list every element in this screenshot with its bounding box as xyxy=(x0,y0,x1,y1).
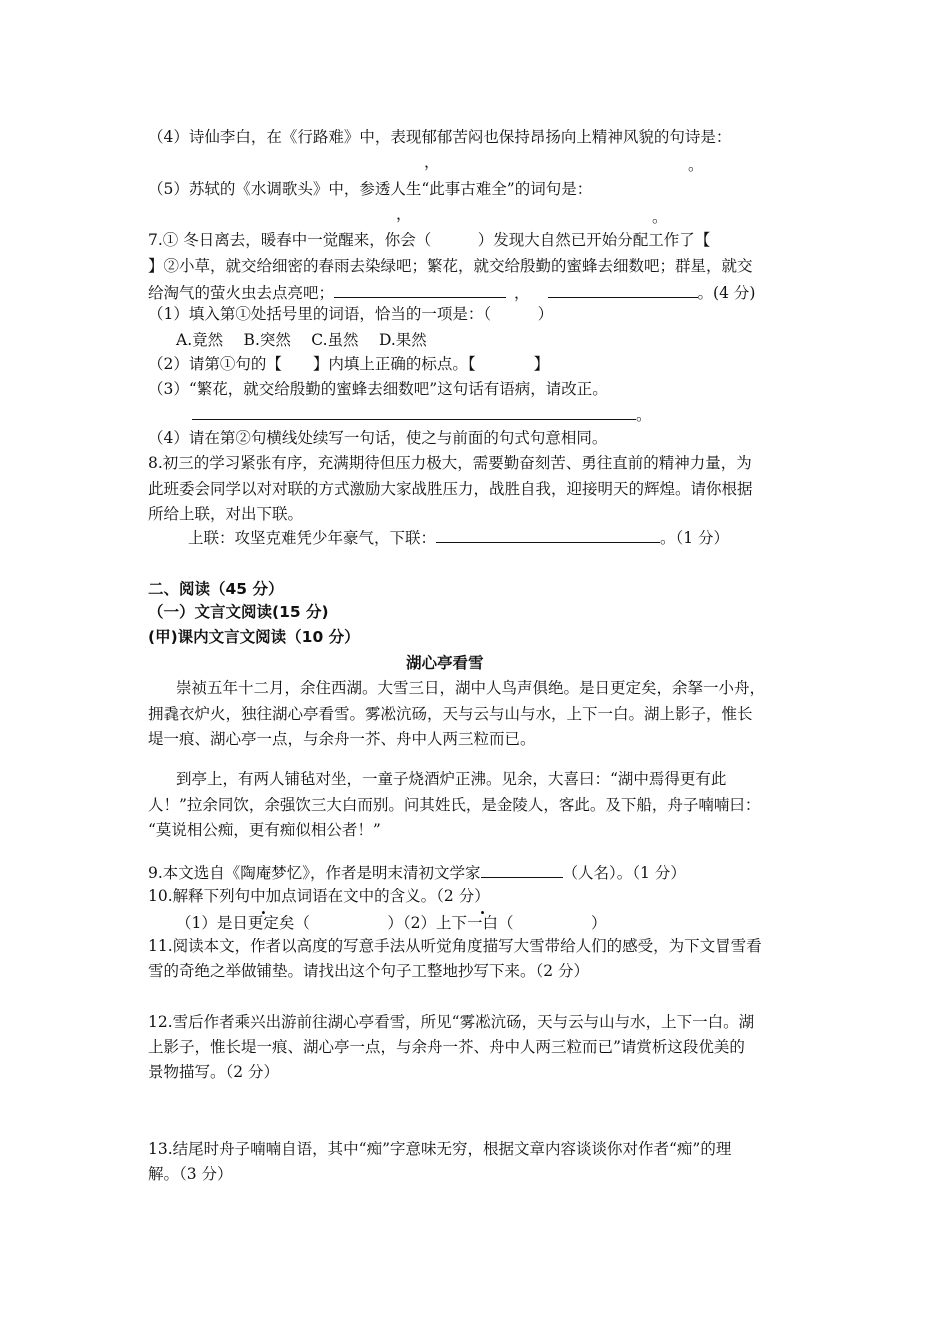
q7-sub3: （3）“繁花，就交给殷勤的蜜蜂去细数吧”这句话有语病，请改正。 xyxy=(148,380,608,398)
q6-item5-comma: ， xyxy=(396,205,412,223)
q9-blank[interactable] xyxy=(481,861,563,878)
q12-line1: 12.雪后作者乘兴出游前往湖心亭看雪，所见“雾凇沆砀，天与云与山与水，上下一白。湖 xyxy=(148,1013,755,1031)
passage-p2-line1: 到亭上，有两人铺毡对坐，一童子烧酒炉正沸。见余，大喜曰：“湖中焉得更有此 xyxy=(176,770,727,788)
q10-item1-rest: 矣（ ）（2）上下 xyxy=(278,914,468,932)
q12-line3: 景物描写。（2 分） xyxy=(148,1063,280,1081)
q11-line1: 11.阅读本文，作者以高度的写意手法从听觉角度描写大雪带给人们的感受，为下文冒雪看 xyxy=(148,937,762,955)
section2-subheading-2: (甲)课内文言文阅读（10 分） xyxy=(148,628,360,646)
q8-couplet xyxy=(188,526,729,549)
q12-line2: 上影子，惟长堤一痕、湖心亭一点，与余舟一芥、舟中人两三粒而已”请赏析这段优美的 xyxy=(148,1038,745,1056)
q9-text: 9.本文选自《陶庵梦忆》，作者是明末清初文学家 xyxy=(148,864,481,882)
q10-item2-rest: （ ） xyxy=(498,914,607,932)
q7-blank-2[interactable] xyxy=(548,281,698,298)
q8-score: 。（1 分） xyxy=(660,529,730,547)
q7-sub3-period: 。 xyxy=(636,406,652,424)
q10-item1-start: （1）是日 xyxy=(176,914,248,932)
q8-couplet-blank[interactable] xyxy=(436,526,660,543)
q7-blank-1[interactable] xyxy=(334,281,506,298)
q7-line3-end: 。(4 分) xyxy=(697,284,756,302)
q7-line3 xyxy=(148,281,755,304)
passage-p1-line3: 堤一痕、湖心亭一点，与余舟一芥、舟中人两三粒而已。 xyxy=(148,730,536,748)
q10-line1: 10.解释下列句中加点词语在文中的含义。（2 分） xyxy=(148,887,490,905)
q7-sub4: （4）请在第②句横线处续写一句话，使之与前面的句式句意相同。 xyxy=(148,429,608,447)
q6-item5-period: 。 xyxy=(652,208,668,226)
q7-line3-start: 给淘气的萤火虫去点亮吧； xyxy=(148,284,335,302)
q13-line2: 解。（3 分） xyxy=(148,1165,233,1183)
q8-line2: 此班委会同学以对对联的方式激励大家战胜压力，战胜自我，迎接明天的辉煌。请你根据 xyxy=(148,480,753,498)
passage-p1-line2: 拥毳衣炉火，独往湖心亭看雪。雾凇沆砀，天与云与山与水，上下一白。湖上影子，惟长 xyxy=(148,705,753,723)
q9-score: （人名）。（1 分） xyxy=(562,864,686,882)
q10-items xyxy=(176,912,607,934)
q8-line1: 8.初三的学习紧张有序，充满期待但压力极大，需要勤奋刻苦、勇往直前的精神力量，为 xyxy=(148,454,752,472)
q7-correction-blank[interactable] xyxy=(192,403,636,420)
passage-title: 湖心亭看雪 xyxy=(406,654,484,672)
q6-item5: （5）苏轼的《水调歌头》中，参透人生“此事古难全”的词句是： xyxy=(148,180,593,198)
q13-line1: 13.结尾时舟子喃喃自语，其中“痴”字意味无穷，根据文章内容谈谈你对作者“痴”的理 xyxy=(148,1140,732,1158)
passage-p2-line3: “莫说相公痴，更有痴似相公者！” xyxy=(148,821,381,839)
q7-line2: 】②小草，就交给细密的春雨去染绿吧；繁花，就交给殷勤的蜜蜂去细数吧；群星，就交 xyxy=(148,257,753,275)
q7-sub2-text: （2）请第①句的【 】内填上正确的标点。【 xyxy=(148,355,476,373)
q10-item1-dotted xyxy=(248,914,279,932)
passage-p2-line2: 人！”拉余同饮，余强饮三大白而别。问其姓氏，是金陵人，客此。及下船，舟子喃喃曰： xyxy=(148,796,761,814)
q10-dotted-word-2: 一白 xyxy=(467,914,499,932)
section2-heading: 二、阅读（45 分） xyxy=(148,580,284,598)
q8-line3: 所给上联，对出下联。 xyxy=(148,505,304,523)
q7-sub3-answer xyxy=(192,403,652,426)
section2-subheading-1: （一）文言文阅读(15 分) xyxy=(148,603,329,621)
q7-line1: 7.① 冬日离去，暖春中一觉醒来，你会（ ）发现大自然已开始分配工作了【 xyxy=(148,231,711,249)
q7-line3-comma: ， xyxy=(514,284,530,302)
q10-dotted-word-1: 更定 xyxy=(247,914,279,932)
q6-item4-period: 。 xyxy=(688,156,704,174)
q7-sub2 xyxy=(148,353,549,375)
q7-sub2-bracket: 】 xyxy=(533,355,550,373)
q7-sub1: （1）填入第①处括号里的词语，恰当的一项是：（ ） xyxy=(148,305,554,323)
q8-couplet-text: 上联：攻坚克难凭少年豪气，下联： xyxy=(188,529,437,547)
q9 xyxy=(148,861,686,884)
passage-p1-line1: 崇祯五年十二月，余住西湖。大雪三日，湖中人鸟声俱绝。是日更定矣，余拏一小舟， xyxy=(176,679,766,697)
q11-line2: 雪的奇绝之举做铺垫。请找出这个句子工整地抄写下来。（2 分） xyxy=(148,962,590,980)
q7-options: A.竟然 B.突然 C.虽然 D.果然 xyxy=(176,331,427,349)
q6-item4: （4）诗仙李白，在《行路难》中，表现郁郁苦闷也保持昂扬向上精神风貌的句诗是： xyxy=(148,128,732,146)
q6-item4-comma: ， xyxy=(424,153,440,171)
